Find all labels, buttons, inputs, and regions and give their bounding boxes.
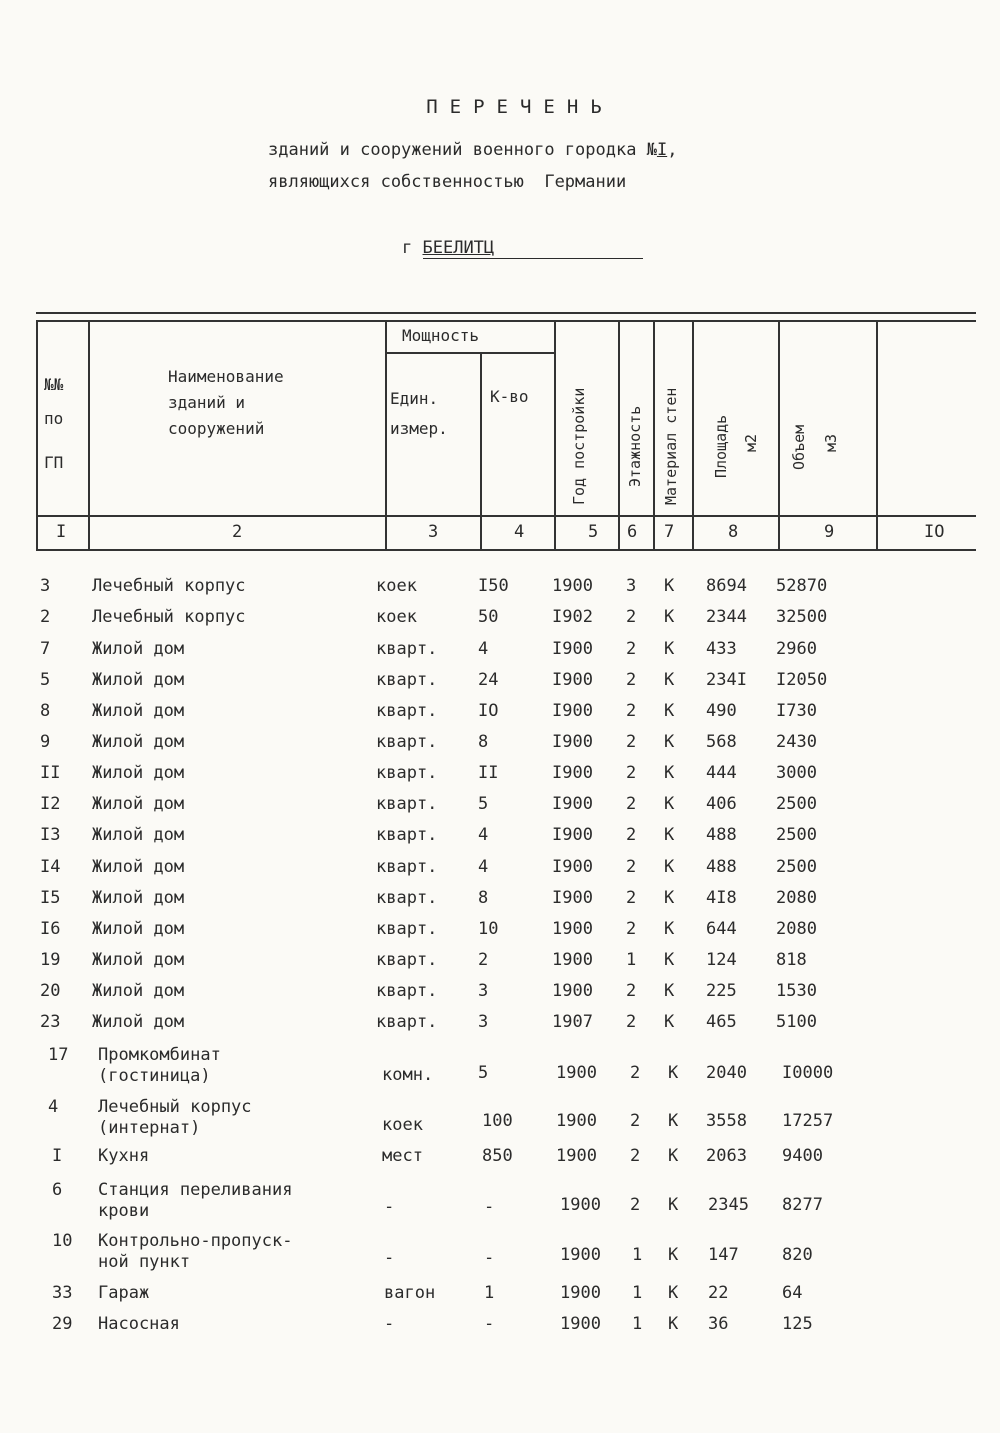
header-col-name-l3: сооружений xyxy=(168,419,265,438)
row-volume: 2080 xyxy=(776,919,817,939)
row-name: Жилой дом xyxy=(92,950,185,970)
row-unit: кварт. xyxy=(376,888,438,908)
row-name: Лечебный корпус xyxy=(92,607,246,627)
row-area: 4I8 xyxy=(706,888,737,908)
row-floors: 2 xyxy=(626,701,637,721)
row-number: 19 xyxy=(40,950,61,970)
row-floors: 3 xyxy=(626,576,637,596)
row-area: 444 xyxy=(706,763,737,783)
row-unit: кварт. xyxy=(376,732,438,752)
header-material: Материал стен xyxy=(662,387,680,505)
header-floors: Этажность xyxy=(626,405,644,487)
row-volume: 125 xyxy=(782,1314,813,1334)
row-qty: 24 xyxy=(478,670,499,690)
header-volume: Объем xyxy=(790,424,808,470)
row-area: 36 xyxy=(708,1314,729,1334)
row-qty: - xyxy=(484,1197,495,1217)
header-qty: К-во xyxy=(490,387,529,406)
header-col-number-l2: по xyxy=(44,409,64,428)
row-name: Жилой дом xyxy=(92,825,185,845)
row-unit: кварт. xyxy=(376,825,438,845)
row-qty: I50 xyxy=(478,576,509,596)
row-number: I5 xyxy=(40,888,61,908)
row-material: К xyxy=(664,670,675,690)
row-material: К xyxy=(668,1314,679,1334)
row-qty: 1 xyxy=(484,1283,495,1303)
header-col-number-l1: №№ xyxy=(44,375,64,394)
row-unit: кварт. xyxy=(376,763,438,783)
row-volume: 9400 xyxy=(782,1146,823,1166)
row-floors: 2 xyxy=(626,825,637,845)
row-year: 1900 xyxy=(556,1146,597,1166)
row-area: 22 xyxy=(708,1283,729,1303)
row-material: К xyxy=(668,1245,679,1265)
row-year: 1900 xyxy=(556,1063,597,1083)
row-material: К xyxy=(664,919,675,939)
row-floors: 2 xyxy=(630,1195,641,1215)
row-qty: 8 xyxy=(478,888,489,908)
row-number: 3 xyxy=(40,576,51,596)
row-floors: 2 xyxy=(626,732,637,752)
row-name: Жилой дом xyxy=(92,981,185,1001)
header-year: Год постройки xyxy=(570,387,588,505)
row-area: 488 xyxy=(706,825,737,845)
row-material: К xyxy=(664,794,675,814)
row-unit: коек xyxy=(382,1115,423,1135)
col-number-10: IO xyxy=(924,522,945,542)
row-unit: коек xyxy=(376,607,417,627)
row-unit: кварт. xyxy=(376,794,438,814)
row-number: I4 xyxy=(40,857,61,877)
row-area: 2345 xyxy=(708,1195,749,1215)
col-number-8: 8 xyxy=(728,522,739,542)
row-floors: 2 xyxy=(626,794,637,814)
row-number: I6 xyxy=(40,919,61,939)
row-material: К xyxy=(668,1283,679,1303)
row-number: I xyxy=(52,1146,63,1166)
header-unit-l1: Един. xyxy=(390,389,439,408)
row-material: К xyxy=(668,1146,679,1166)
row-unit: кварт. xyxy=(376,1012,438,1032)
header-unit-l2: измер. xyxy=(390,419,448,438)
row-number: 10 xyxy=(52,1231,73,1251)
row-qty: 850 xyxy=(482,1146,513,1166)
row-unit: вагон xyxy=(384,1283,436,1303)
row-number: 23 xyxy=(40,1012,61,1032)
row-qty: 5 xyxy=(478,1063,489,1083)
row-area: 490 xyxy=(706,701,737,721)
row-material: К xyxy=(664,639,675,659)
row-material: К xyxy=(664,607,675,627)
row-name: Жилой дом xyxy=(92,670,185,690)
row-volume: 2500 xyxy=(776,857,817,877)
header-col-name-l1: Наименование xyxy=(168,367,284,386)
row-qty: 5 xyxy=(478,794,489,814)
row-year: I900 xyxy=(552,763,593,783)
row-floors: 1 xyxy=(632,1283,643,1303)
col-number-9: 9 xyxy=(824,522,835,542)
row-year: 1900 xyxy=(552,576,593,596)
row-qty: 4 xyxy=(478,639,489,659)
row-qty: 2 xyxy=(478,950,489,970)
row-qty: 4 xyxy=(478,825,489,845)
row-floors: 2 xyxy=(626,607,637,627)
row-number: 29 xyxy=(52,1314,73,1334)
col-number-7: 7 xyxy=(664,522,675,542)
row-number: 20 xyxy=(40,981,61,1001)
row-qty: 100 xyxy=(482,1111,513,1131)
row-name: Гараж xyxy=(98,1283,150,1303)
row-floors: 1 xyxy=(632,1245,643,1265)
col-number-2: 2 xyxy=(232,522,243,542)
row-year: 1900 xyxy=(552,981,593,1001)
row-volume: 8277 xyxy=(782,1195,823,1215)
row-area: 147 xyxy=(708,1245,739,1265)
row-qty: 10 xyxy=(478,919,499,939)
row-unit: кварт. xyxy=(376,919,438,939)
row-material: К xyxy=(664,950,675,970)
row-qty: 8 xyxy=(478,732,489,752)
row-floors: 2 xyxy=(626,763,637,783)
row-year: I900 xyxy=(552,639,593,659)
row-number: 8 xyxy=(40,701,51,721)
row-volume: I0000 xyxy=(782,1063,834,1083)
row-volume: 2430 xyxy=(776,732,817,752)
row-number: I3 xyxy=(40,825,61,845)
row-area: 2063 xyxy=(706,1146,747,1166)
row-unit: кварт. xyxy=(376,857,438,877)
row-number: 17 xyxy=(48,1045,69,1065)
row-volume: 2500 xyxy=(776,825,817,845)
row-unit: комн. xyxy=(382,1065,434,1085)
row-year: I900 xyxy=(552,857,593,877)
row-name: Жилой дом xyxy=(92,763,185,783)
row-number: II xyxy=(40,763,61,783)
row-area: 3558 xyxy=(706,1111,747,1131)
row-unit: кварт. xyxy=(376,981,438,1001)
col-number-4: 4 xyxy=(514,522,525,542)
row-area: 124 xyxy=(706,950,737,970)
row-name: Промкомбинат (гостиница) xyxy=(98,1045,221,1086)
row-year: 1900 xyxy=(556,1111,597,1131)
row-name: Кухня xyxy=(98,1146,150,1166)
row-volume: 820 xyxy=(782,1245,813,1265)
row-area: 644 xyxy=(706,919,737,939)
row-area: 465 xyxy=(706,1012,737,1032)
row-material: К xyxy=(664,857,675,877)
row-material: К xyxy=(664,825,675,845)
row-name: Жилой дом xyxy=(92,888,185,908)
row-material: К xyxy=(664,576,675,596)
row-volume: 52870 xyxy=(776,576,828,596)
row-floors: 2 xyxy=(626,919,637,939)
row-area: 488 xyxy=(706,857,737,877)
row-floors: 2 xyxy=(626,1012,637,1032)
row-name: Жилой дом xyxy=(92,639,185,659)
row-qty: IO xyxy=(478,701,499,721)
row-number: 6 xyxy=(52,1180,63,1200)
row-material: К xyxy=(664,888,675,908)
row-name: Жилой дом xyxy=(92,701,185,721)
row-unit: кварт. xyxy=(376,950,438,970)
row-year: I900 xyxy=(552,825,593,845)
row-volume: 3000 xyxy=(776,763,817,783)
row-area: 568 xyxy=(706,732,737,752)
row-name: Лечебный корпус xyxy=(92,576,246,596)
row-unit: коек xyxy=(376,576,417,596)
row-material: К xyxy=(664,763,675,783)
city-label: г xyxy=(402,238,413,258)
row-volume: 64 xyxy=(782,1283,803,1303)
row-year: I900 xyxy=(552,888,593,908)
row-floors: 2 xyxy=(626,888,637,908)
row-material: К xyxy=(668,1195,679,1215)
row-year: 1907 xyxy=(552,1012,593,1032)
row-year: I900 xyxy=(552,794,593,814)
row-number: 4 xyxy=(48,1097,59,1117)
row-year: 1900 xyxy=(560,1245,601,1265)
header-col-number-l3: ГП xyxy=(44,453,64,472)
row-unit: кварт. xyxy=(376,639,438,659)
col-number-3: 3 xyxy=(428,522,439,542)
col-number-5: 5 xyxy=(588,522,599,542)
row-volume: I730 xyxy=(776,701,817,721)
row-name: Станция переливания крови xyxy=(98,1180,293,1221)
row-volume: 818 xyxy=(776,950,807,970)
row-volume: 1530 xyxy=(776,981,817,1001)
row-year: 1900 xyxy=(560,1283,601,1303)
header-capacity: Мощность xyxy=(402,326,480,345)
row-material: К xyxy=(668,1111,679,1131)
row-volume: 2500 xyxy=(776,794,817,814)
row-qty: 3 xyxy=(478,981,489,1001)
row-area: 433 xyxy=(706,639,737,659)
col-number-6: 6 xyxy=(627,522,638,542)
row-floors: 2 xyxy=(630,1111,641,1131)
row-year: I900 xyxy=(552,670,593,690)
row-qty: 4 xyxy=(478,857,489,877)
row-name: Лечебный корпус (интернат) xyxy=(98,1097,252,1138)
city-value: БЕЕЛИТЦ xyxy=(423,238,643,259)
row-qty: 3 xyxy=(478,1012,489,1032)
row-year: 1900 xyxy=(552,919,593,939)
row-volume: 17257 xyxy=(782,1111,834,1131)
row-material: К xyxy=(668,1063,679,1083)
row-name: Жилой дом xyxy=(92,919,185,939)
row-year: I902 xyxy=(552,607,593,627)
row-qty: - xyxy=(484,1314,495,1334)
row-year: I900 xyxy=(552,732,593,752)
row-number: I2 xyxy=(40,794,61,814)
row-volume: 5100 xyxy=(776,1012,817,1032)
row-name: Насосная xyxy=(98,1314,180,1334)
document-title: ПЕРЕЧЕНЬ xyxy=(426,96,614,118)
row-unit: - xyxy=(384,1197,395,1217)
row-year: 1900 xyxy=(560,1314,601,1334)
row-floors: 1 xyxy=(632,1314,643,1334)
row-number: 2 xyxy=(40,607,51,627)
row-material: К xyxy=(664,701,675,721)
row-volume: I2050 xyxy=(776,670,828,690)
row-year: I900 xyxy=(552,701,593,721)
row-floors: 1 xyxy=(626,950,637,970)
row-qty: 50 xyxy=(478,607,499,627)
row-name: Жилой дом xyxy=(92,857,185,877)
row-area: 2040 xyxy=(706,1063,747,1083)
row-number: 33 xyxy=(52,1283,73,1303)
row-area: 406 xyxy=(706,794,737,814)
row-unit: - xyxy=(384,1314,395,1334)
row-qty: II xyxy=(478,763,499,783)
subtitle-prefix: зданий и сооружений военного городка № xyxy=(268,140,657,160)
row-volume: 2080 xyxy=(776,888,817,908)
row-year: 1900 xyxy=(552,950,593,970)
row-number: 9 xyxy=(40,732,51,752)
document-subtitle-line2: являющихся собственностью Германии xyxy=(268,172,627,192)
subtitle-suffix: , xyxy=(667,140,678,160)
row-material: К xyxy=(664,732,675,752)
row-qty: - xyxy=(484,1248,495,1268)
row-name: Контрольно-пропуск- ной пункт xyxy=(98,1231,293,1272)
row-unit: мест xyxy=(382,1146,423,1166)
row-number: 5 xyxy=(40,670,51,690)
header-area-unit: м2 xyxy=(742,433,760,452)
row-name: Жилой дом xyxy=(92,1012,185,1032)
row-area: 234I xyxy=(706,670,747,690)
row-floors: 2 xyxy=(626,857,637,877)
row-area: 2344 xyxy=(706,607,747,627)
row-year: 1900 xyxy=(560,1195,601,1215)
row-number: 7 xyxy=(40,639,51,659)
header-volume-unit: м3 xyxy=(822,433,840,452)
col-number-1: I xyxy=(56,522,67,542)
row-unit: - xyxy=(384,1248,395,1268)
header-area: Площадь xyxy=(712,414,730,478)
row-area: 8694 xyxy=(706,576,747,596)
row-floors: 2 xyxy=(626,670,637,690)
row-floors: 2 xyxy=(630,1063,641,1083)
row-name: Жилой дом xyxy=(92,794,185,814)
row-floors: 2 xyxy=(626,639,637,659)
row-floors: 2 xyxy=(630,1146,641,1166)
row-material: К xyxy=(664,981,675,1001)
row-material: К xyxy=(664,1012,675,1032)
row-name: Жилой дом xyxy=(92,732,185,752)
row-area: 225 xyxy=(706,981,737,1001)
row-floors: 2 xyxy=(626,981,637,1001)
row-unit: кварт. xyxy=(376,670,438,690)
town-number: I xyxy=(656,140,668,160)
header-col-name-l2: зданий и xyxy=(168,393,246,412)
row-unit: кварт. xyxy=(376,701,438,721)
row-volume: 2960 xyxy=(776,639,817,659)
row-volume: 32500 xyxy=(776,607,828,627)
